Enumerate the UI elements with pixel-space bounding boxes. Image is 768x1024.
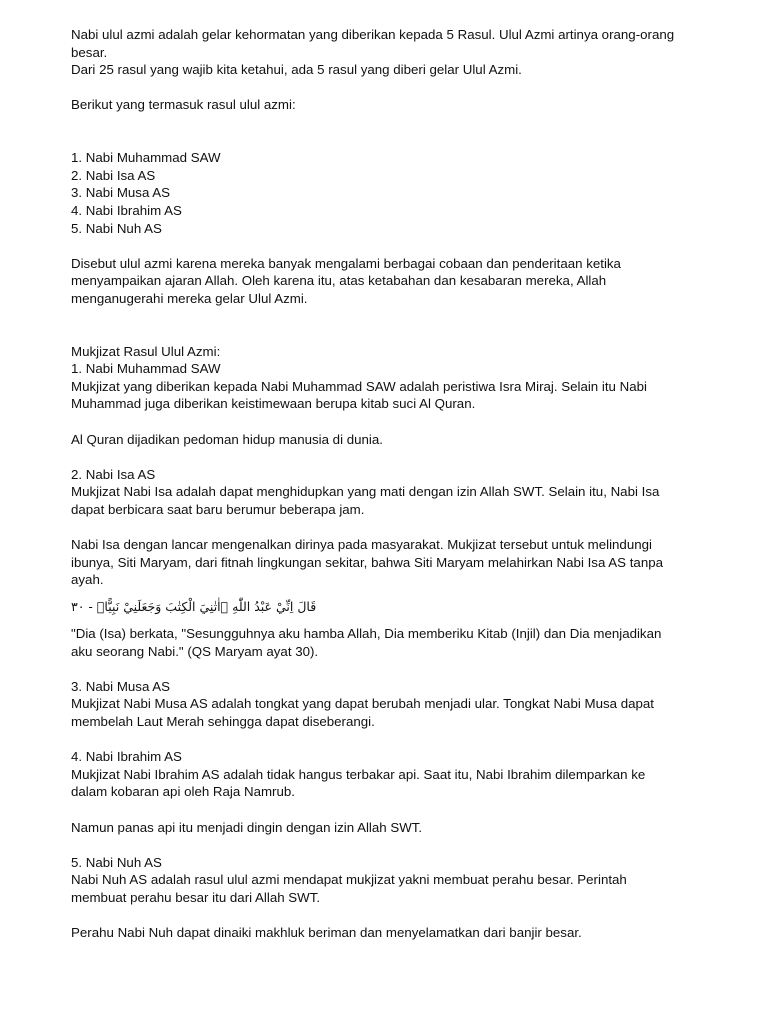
- paragraph-line: ibunya, Siti Maryam, dari fitnah lingkungan sekitar, bahwa Siti Maryam melahirkan Nabi Isa AS tanpa: [71, 554, 664, 570]
- paragraph-line: Al Quran dijadikan pedoman hidup manusia di dunia.: [71, 431, 383, 447]
- quote-line: "Dia (Isa) berkata, "Sesungguhnya aku hamba Allah, Dia memberiku Kitab (Injil) dan Dia menjadikan: [71, 626, 662, 641]
- intro-line-1: Nabi ulul azmi adalah gelar kehormatan yang diberikan kepada 5 Rasul. Ulul Azmi artinya orang-orang: [71, 27, 675, 42]
- section-title: 4. Nabi Ibrahim AS: [71, 749, 182, 765]
- section-title: 2. Nabi Isa AS: [71, 466, 156, 482]
- list-item: 5. Nabi Nuh AS: [71, 220, 162, 236]
- document-page: [71, 26, 711, 942]
- reason-line-3: menganugerahi mereka gelar Ulul Azmi.: [71, 290, 308, 306]
- section-muhammad: [71, 360, 711, 448]
- list-item: 1. Nabi Muhammad SAW: [71, 150, 221, 166]
- section-musa: [71, 678, 711, 731]
- paragraph-line: dapat berbicara saat baru berumur beberapa jam.: [71, 502, 365, 518]
- list-heading: Berikut yang termasuk rasul ulul azmi:: [71, 97, 296, 113]
- reason-line-2: menyampaikan ajaran Allah. Oleh karena itu, atas ketabahan dan kesabaran mereka, Allah: [71, 273, 607, 289]
- mukjizat-heading: Mukjizat Rasul Ulul Azmi:: [71, 343, 221, 359]
- paragraph-line: Mukjizat yang diberikan kepada Nabi Muhammad SAW adalah peristiwa Isra Miraj. Selain itu Nabi: [71, 378, 647, 394]
- paragraph-line: Namun panas api itu menjadi dingin dengan izin Allah SWT.: [71, 819, 423, 835]
- section-ibrahim: [71, 748, 711, 836]
- paragraph-line: Mukjizat Nabi Musa AS adalah tongkat yang dapat berubah menjadi ular. Tongkat Nabi Musa dapat: [71, 696, 654, 712]
- intro-line-2: besar.: [71, 44, 108, 60]
- paragraph-line: ayah.: [71, 572, 104, 588]
- intro-line-3: Dari 25 rasul yang wajib kita ketahui, ada 5 rasul yang diberi gelar Ulul Azmi.: [71, 62, 522, 78]
- section-title: 3. Nabi Musa AS: [71, 678, 171, 694]
- paragraph-line: Mukjizat Nabi Isa adalah dapat menghidupkan yang mati dengan izin Allah SWT. Selain itu, Nabi Isa: [71, 484, 660, 500]
- section-title: 1. Nabi Muhammad SAW: [71, 361, 221, 377]
- paragraph-line: Perahu Nabi Nuh dapat dinaiki makhluk beriman dan menyelamatkan dari banjir besar.: [71, 925, 582, 941]
- paragraph-line: dalam kobaran api oleh Raja Namrub.: [71, 784, 295, 800]
- section-nuh: [71, 854, 711, 942]
- paragraph-line: Nabi Isa dengan lancar mengenalkan dirinya pada masyarakat. Mukjizat tersebut untuk melindungi: [71, 537, 652, 553]
- paragraph-line: Nabi Nuh AS adalah rasul ulul azmi mendapat mukjizat yakni membuat perahu besar. Perintah: [71, 872, 627, 888]
- list-item: 3. Nabi Musa AS: [71, 185, 171, 201]
- rasul-list: [71, 149, 711, 237]
- list-item: 2. Nabi Isa AS: [71, 167, 156, 183]
- section-title: 5. Nabi Nuh AS: [71, 854, 162, 870]
- quote-line: aku seorang Nabi." (QS Maryam ayat 30).: [71, 643, 319, 659]
- arabic-verse: قَالَ اِنِّيْ عَبْدُ اللّٰهِ ۗاٰتٰنِيَ الْكِتٰبَ وَجَعَلَنِيْ نَبِيًّاۙ - ٣٠: [71, 599, 317, 614]
- paragraph-line: Muhammad juga diberikan keistimewaan berupa kitab suci Al Quran.: [71, 396, 476, 412]
- intro-paragraph: [71, 26, 711, 79]
- reason-paragraph: [71, 255, 711, 308]
- section-isa: [71, 466, 711, 660]
- paragraph-line: Mukjizat Nabi Ibrahim AS adalah tidak hangus terbakar api. Saat itu, Nabi Ibrahim dilemparkan ke: [71, 766, 646, 782]
- reason-line-1: Disebut ulul azmi karena mereka banyak mengalami berbagai cobaan dan penderitaan ketika: [71, 255, 621, 271]
- list-item: 4. Nabi Ibrahim AS: [71, 202, 182, 218]
- paragraph-line: membelah Laut Merah sehingga dapat diseberangi.: [71, 713, 375, 729]
- paragraph-line: membuat perahu besar itu dari Allah SWT.: [71, 889, 321, 905]
